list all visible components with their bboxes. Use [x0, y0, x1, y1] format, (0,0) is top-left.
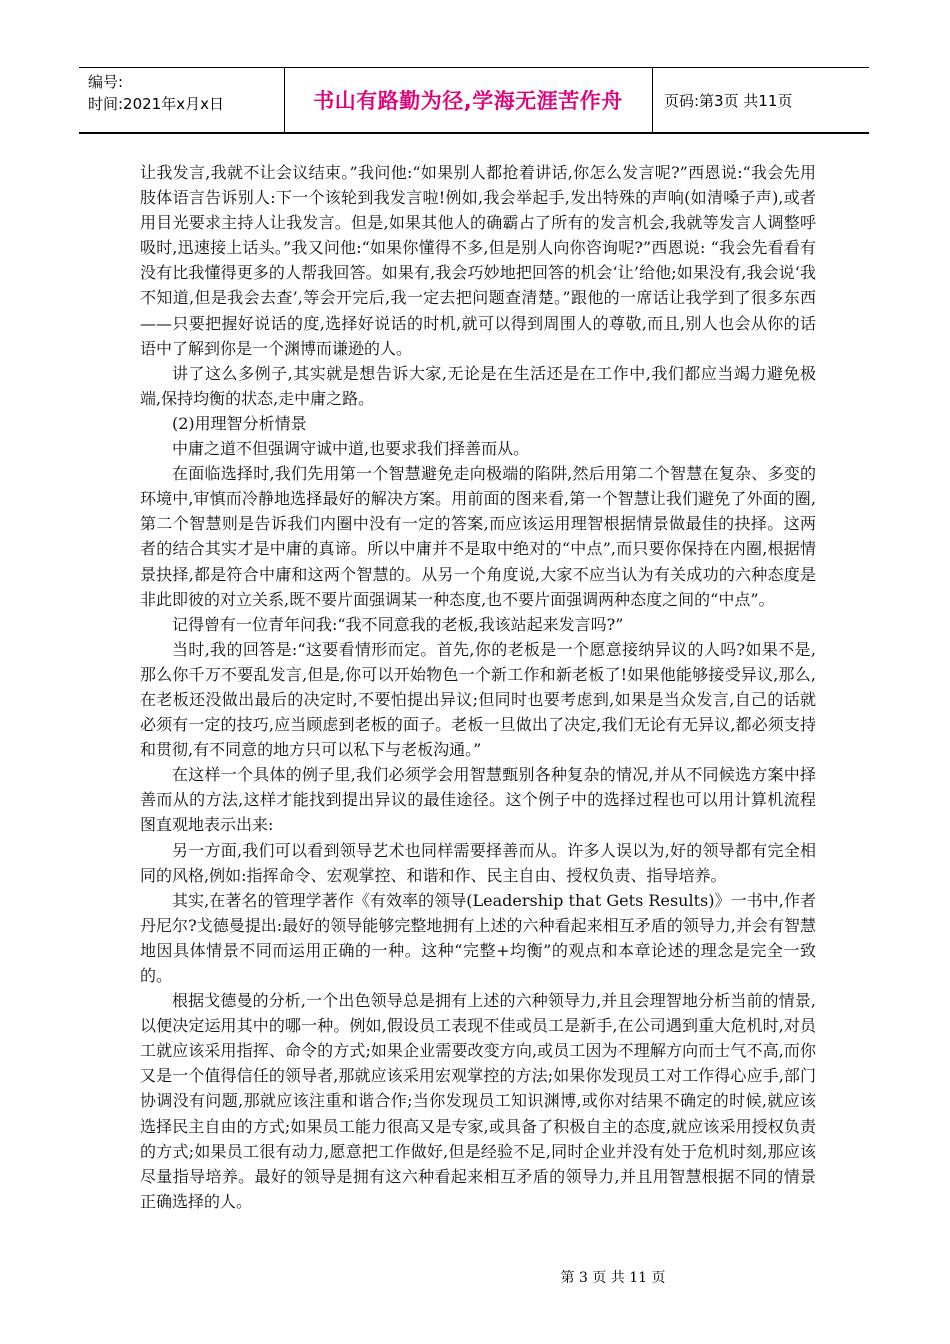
header-time-label: 时间:2021年x月x日: [88, 95, 224, 113]
paragraph: 另一方面,我们可以看到领导艺术也同样需要择善而从。许多人误以为,好的领导都有完全相同的风格,例如:指挥命令、宏观掌控、和谐和作、民主自由、授权负责、指导培养。: [140, 840, 816, 885]
paragraph: 在面临选择时,我们先用第一个智慧避免走向极端的陷阱,然后用第二个智慧在复杂、多变的环境中,审慎而冷静地选择最好的解决方案。用前面的图来看,第一个智慧让我们避免了外面的圈,第二个智慧则是告诉我们内圈中没有一定的答案,而应该运用理智根据情景做最佳的抉择。这两者的结合其实才是中庸的真谛。所以中庸并不是取中绝对的“中点”,而只要你保持在内圈,根据情景抉择,都是符合中庸和这两个智慧的。从另一个角度说,大家不应当认为有关成功的六种态度是非此即彼的对立关系,既不要片面强调某一种态度,也不要片面强调两种态度之间的“中点”。: [140, 464, 816, 609]
paragraph: 根据戈德曼的分析,一个出色领导总是拥有上述的六种领导力,并且会理智地分析当前的情景,以便决定运用其中的哪一种。例如,假设员工表现不佳或员工是新手,在公司遇到重大危机时,对员工就应该采用指挥、命令的方式;如果企业需要改变方向,或员工因为不理解方向而士气不高,而你又是一个值得信任的领导者,那就应该采用宏观掌控的方法;如果你发现员工对工作得心应手,部门协调没有问题,那就应该注重和谐合作;当你发现员工知识渊博,或你对结果不确定的时候,就应该选择民主自由的方式;如果员工能力很高又是专家,或具备了积极自主的态度,就应该采用授权负责的方式;如果员工很有动力,愿意把工作做好,但是经验不足,同时企业并没有处于危机时刻,那应该尽量指导培养。最好的领导是拥有这六种看起来相互矛盾的领导力,并且用智慧根据不同的情景正确选择的人。: [140, 991, 816, 1211]
header-meta: [88, 71, 224, 115]
header-divider-right: [652, 67, 653, 133]
paragraph: 其实,在著名的管理学著作《有效率的领导(Leadership that Gets Results)》一书中,作者丹尼尔?戈德曼提出:最好的领导能够完整地拥有上述的六种看起来相互矛盾的领导力,并会有智慧地因具体情景不同而运用正确的一种。这种“完整+均衡”的观点和本章论述的理念是完全一致的。: [140, 890, 816, 985]
header-page-info: 页码:第3页 共11页: [664, 91, 793, 110]
footer-page-number: 第 3 页 共 11 页: [560, 1270, 666, 1286]
paragraph: 讲了这么多例子,其实就是想告诉大家,无论是在生活还是在工作中,我们都应当竭力避免极端,保持均衡的状态,走中庸之路。: [140, 363, 816, 408]
header-number-label: 编号:: [88, 73, 124, 91]
section-heading: (2)用理智分析情景: [172, 413, 307, 433]
document-body: [140, 160, 816, 1214]
paragraph: 当时,我的回答是:“这要看情形而定。首先,你的老板是一个愿意接纳异议的人吗?如果不是,那么你千万不要乱发言,但是,你可以开始物色一个新工作和新老板了!如果他能够接受异议,那么,在老板还没做出最后的决定时,不要怕提出异议;但同时也要考虑到,如果是当众发言,自己的话就必须有一定的技巧,应当顾虑到老板的面子。老板一旦做出了决定,我们无论有无异议,都必须支持和贯彻,有不同意的地方只可以私下与老板沟通。”: [140, 639, 816, 760]
paragraph: 记得曾有一位青年问我:“我不同意我的老板,我该站起来发言吗?”: [172, 614, 624, 634]
paragraph: 让我发言,我就不让会议结束。”我问他:“如果别人都抢着讲话,你怎么发言呢?”西恩说:“我会先用肢体语言告诉别人:下一个该轮到我发言啦!例如,我会举起手,发出特殊的声响(如清嗓子声),或者用目光要求主持人让我发言。但是,如果其他人的确霸占了所有的发言机会,我就等发言人调整呼吸时,迅速接上话头。”我又问他:“如果你懂得不多,但是别人向你咨询呢?”西恩说: “我会先看看有没有比我懂得更多的人帮我回答。如果有,我会巧妙地把回答的机会‘让’给他;如果没有,我会说‘我不知道,但是我会去查’,等会开完后,我一定去把问题查清楚。”跟他的一席话让我学到了很多东西——只要把握好说话的度,选择好说话的时机,就可以得到周围人的尊敬,而且,别人也会从你的话语中了解到你是一个渊博而谦逊的人。: [140, 163, 816, 358]
paragraph: 中庸之道不但强调守诚中道,也要求我们择善而从。: [172, 439, 530, 459]
header-motto: 书山有路勤为径,学海无涯苦作舟: [313, 89, 623, 113]
paragraph: 在这样一个具体的例子里,我们必须学会用智慧甄别各种复杂的情况,并从不同候选方案中择善而从的方法,这样才能找到提出异议的最佳途径。这个例子中的选择过程也可以用计算机流程图直观地表示出来:: [140, 765, 816, 835]
page-footer: [0, 1267, 950, 1287]
